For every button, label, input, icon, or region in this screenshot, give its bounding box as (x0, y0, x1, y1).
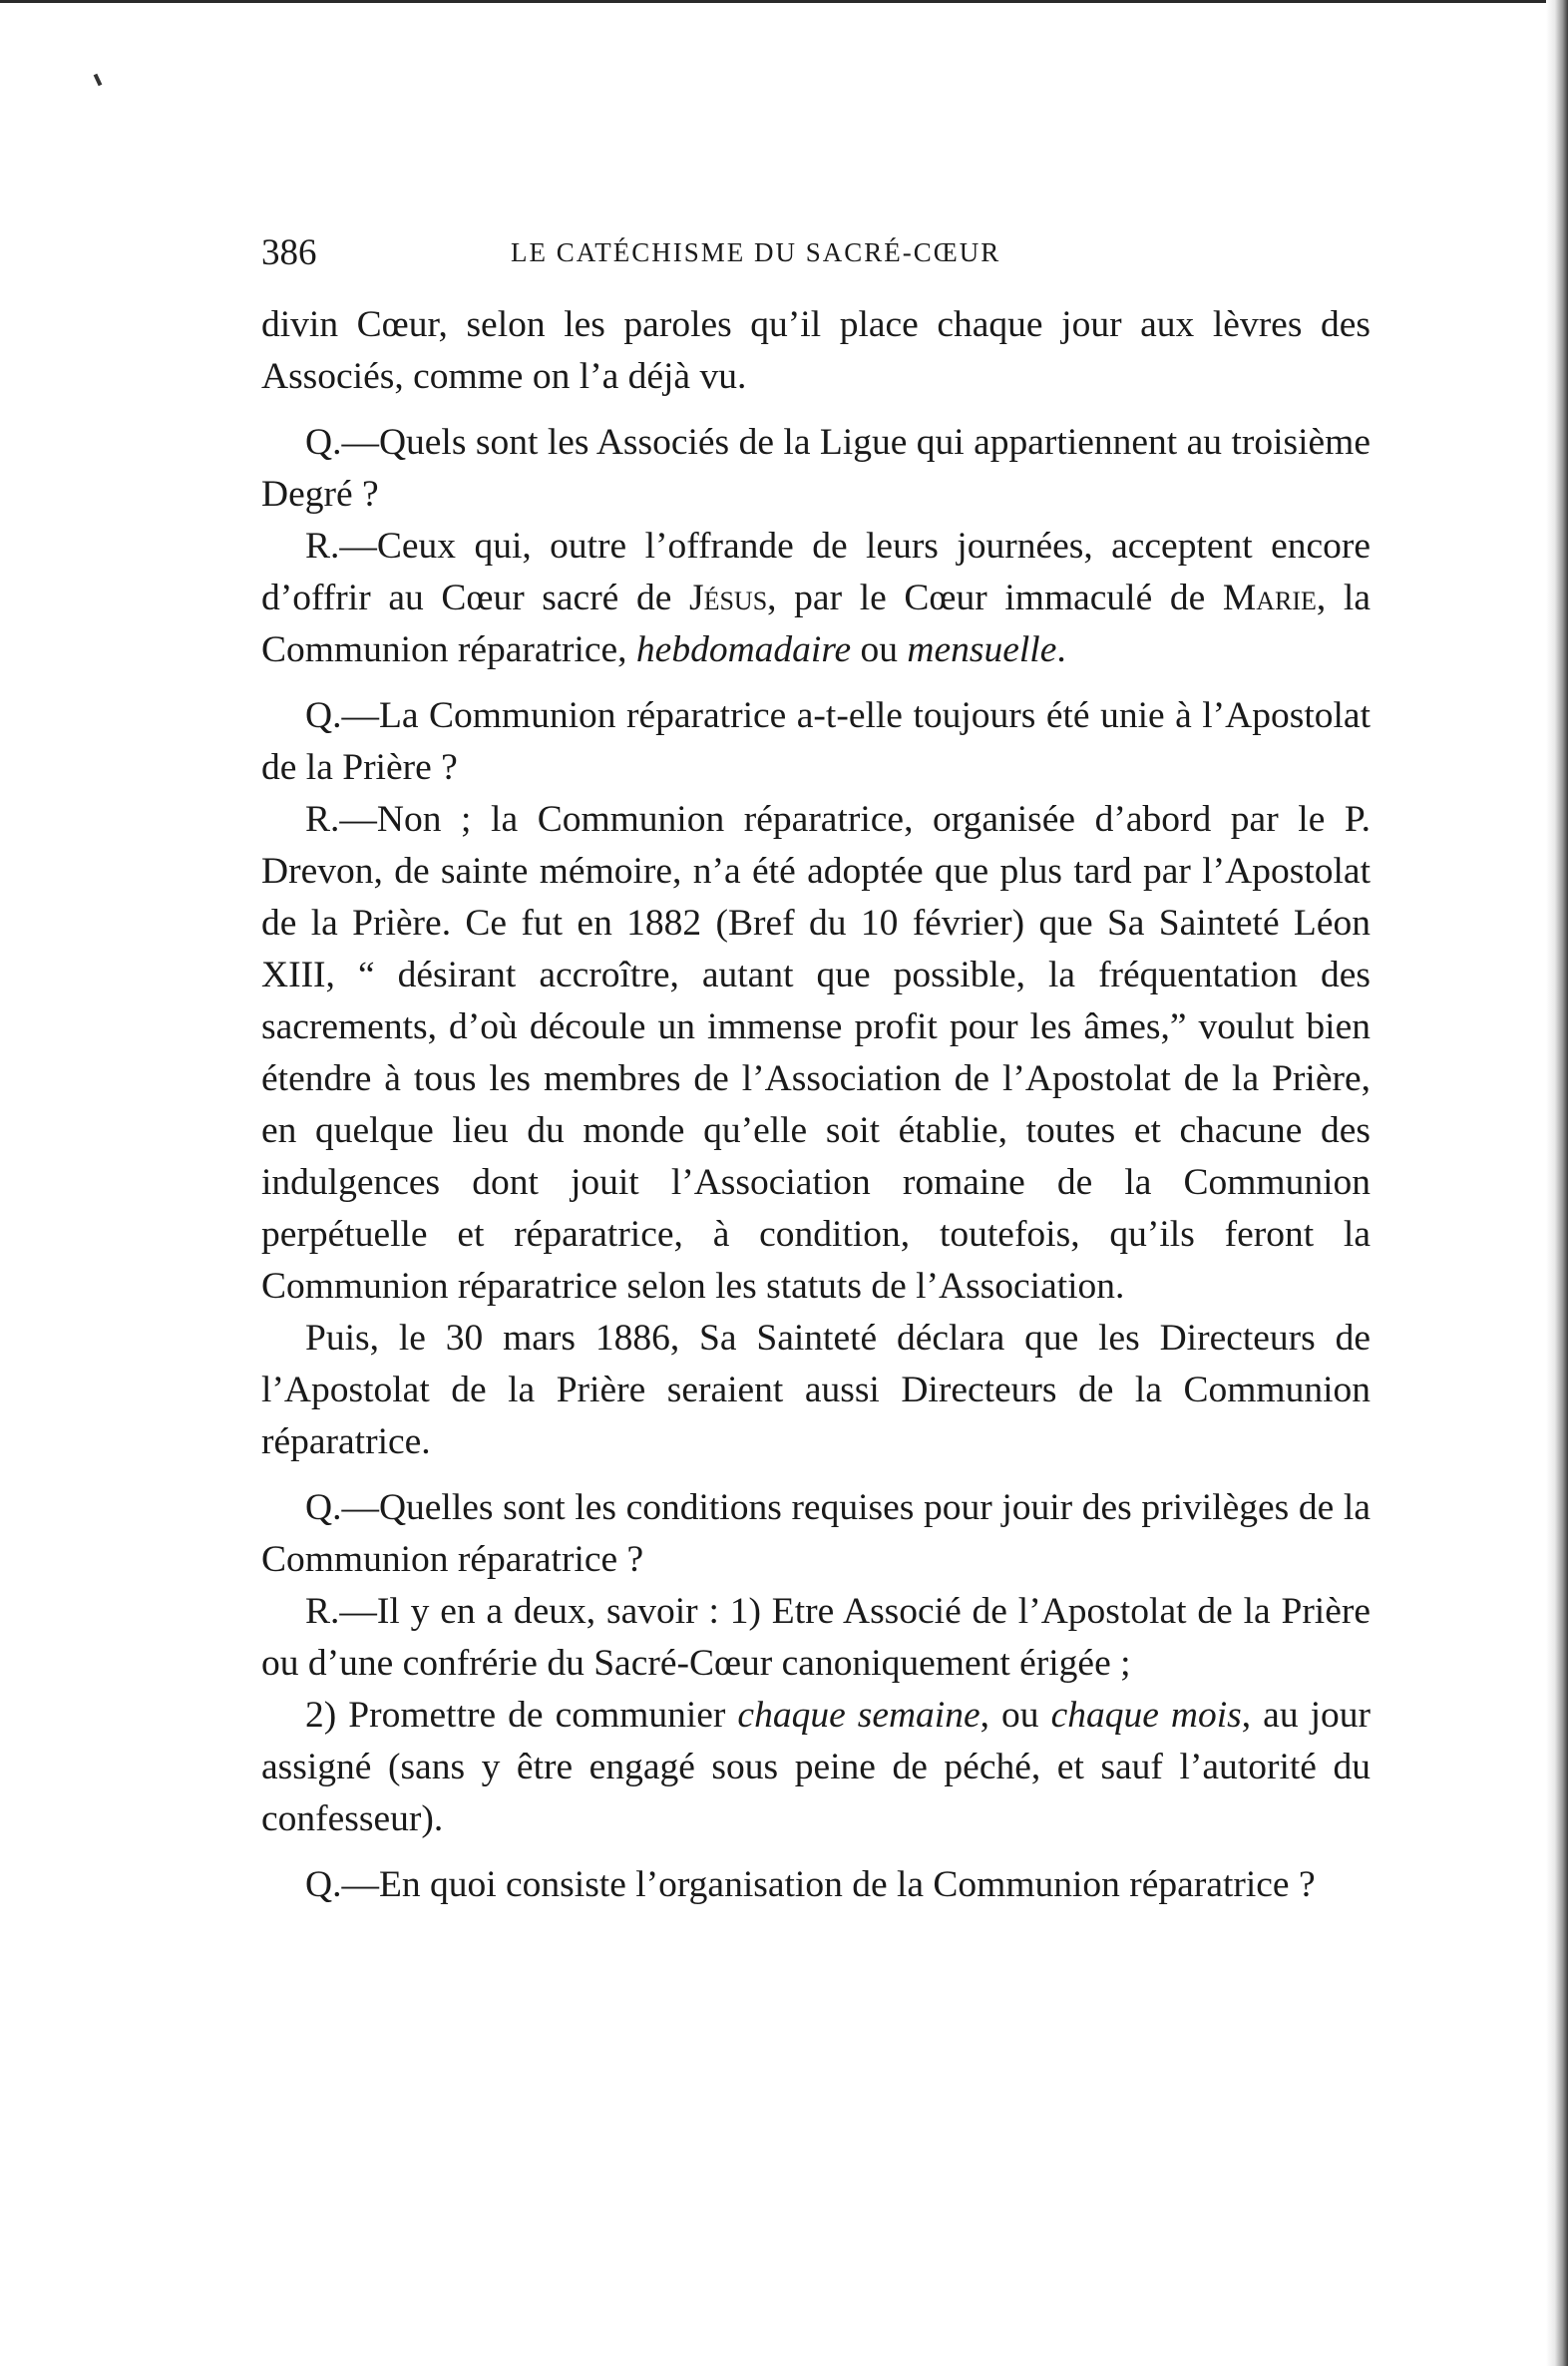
question-organisation: Q.—En quoi consiste l’organisation de la Communion réparatrice ? (305, 1864, 1316, 1905)
answer-text: , la Communion réparatrice, (261, 578, 1371, 670)
paragraph-directeurs: Puis, le 30 mars 1886, Sa Sainteté déclara que les Directeurs de l’Apostolat de la Prière seraient aussi Directeurs de la Communion réparatrice. (261, 1318, 1371, 1462)
question-communion-unie: Q.—La Communion réparatrice a-t-elle toujours été unie à l’Apostolat de la Prière ? (261, 695, 1371, 788)
answer-text: R.—Ceux qui, outre l’offrande de leurs journées, acceptent encore d’offrir au Cœur sacré de (261, 526, 1371, 618)
answer-troisieme-degre (261, 521, 1371, 676)
answer-conditions: R.—Il y en a deux, savoir : 1) Etre Associé de l’Apostolat de la Prière ou d’une confrérie du Sacré-Cœur canoniquement érigée ; (261, 1591, 1371, 1684)
running-title: LE CATÉCHISME DU SACRÉ-CŒUR (511, 237, 1001, 267)
paragraph-continuation: divin Cœur, selon les paroles qu’il place chaque jour aux lèvres des Associés, comme on l’a déjà vu. (261, 304, 1371, 397)
running-head (261, 231, 1369, 291)
italic-chaque-semaine: chaque semaine (737, 1695, 980, 1736)
condition-text: 2) Promettre de communier (305, 1695, 738, 1736)
answer-text: . (1056, 629, 1066, 670)
question-troisieme-degre: Q.—Quels sont les Associés de la Ligue qui appartiennent au troisième Degré ? (261, 422, 1371, 515)
name-jesus: Jésus (689, 578, 768, 618)
answer-communion-unie: R.—Non ; la Communion réparatrice, organisée d’abord par le P. Drevon, de sainte mémoire, n’a été adoptée que plus tard par l’Apostolat de la Prière. Ce fut en 1882 (Bref du 10 février) que Sa Sainteté Léon XIII, “ désirant accroître, autant que possible, la fréquentation des sacrements, d’où découle un immense profit pour les âmes,” voulut bien étendre à tous les membres de l’Association de l’Apostolat de la Prière, en quelque lieu du monde qu’elle soit établie, toutes et chacune des indulgences dont jouit l’Association romaine de la Communion perpétuelle et réparatrice, à condition, toutefois, qu’ils feront la Communion réparatrice selon les statuts de l’Association. (261, 799, 1371, 1307)
body-text (261, 299, 1371, 1911)
page-number: 386 (261, 232, 317, 273)
answer-text: ou (851, 629, 908, 670)
name-marie: Marie (1222, 578, 1317, 618)
page-top-edge (0, 0, 1568, 3)
italic-mensuelle: mensuelle (907, 629, 1057, 670)
page-binding-edge (1546, 0, 1568, 2366)
ink-speck (94, 74, 103, 87)
answer-text: , par le Cœur immaculé de (767, 578, 1223, 618)
condition-two (261, 1690, 1371, 1845)
condition-text: , ou (980, 1695, 1051, 1736)
italic-hebdomadaire: hebdomadaire (635, 629, 852, 670)
condition-text: , au jour assigné (sans y être engagé sous peine de péché, et sauf l’autorité du confesseur). (261, 1695, 1372, 1839)
question-conditions: Q.—Quelles sont les conditions requises pour jouir des privilèges de la Communion réparatrice ? (261, 1487, 1371, 1580)
italic-chaque-mois: chaque mois (1050, 1695, 1242, 1736)
